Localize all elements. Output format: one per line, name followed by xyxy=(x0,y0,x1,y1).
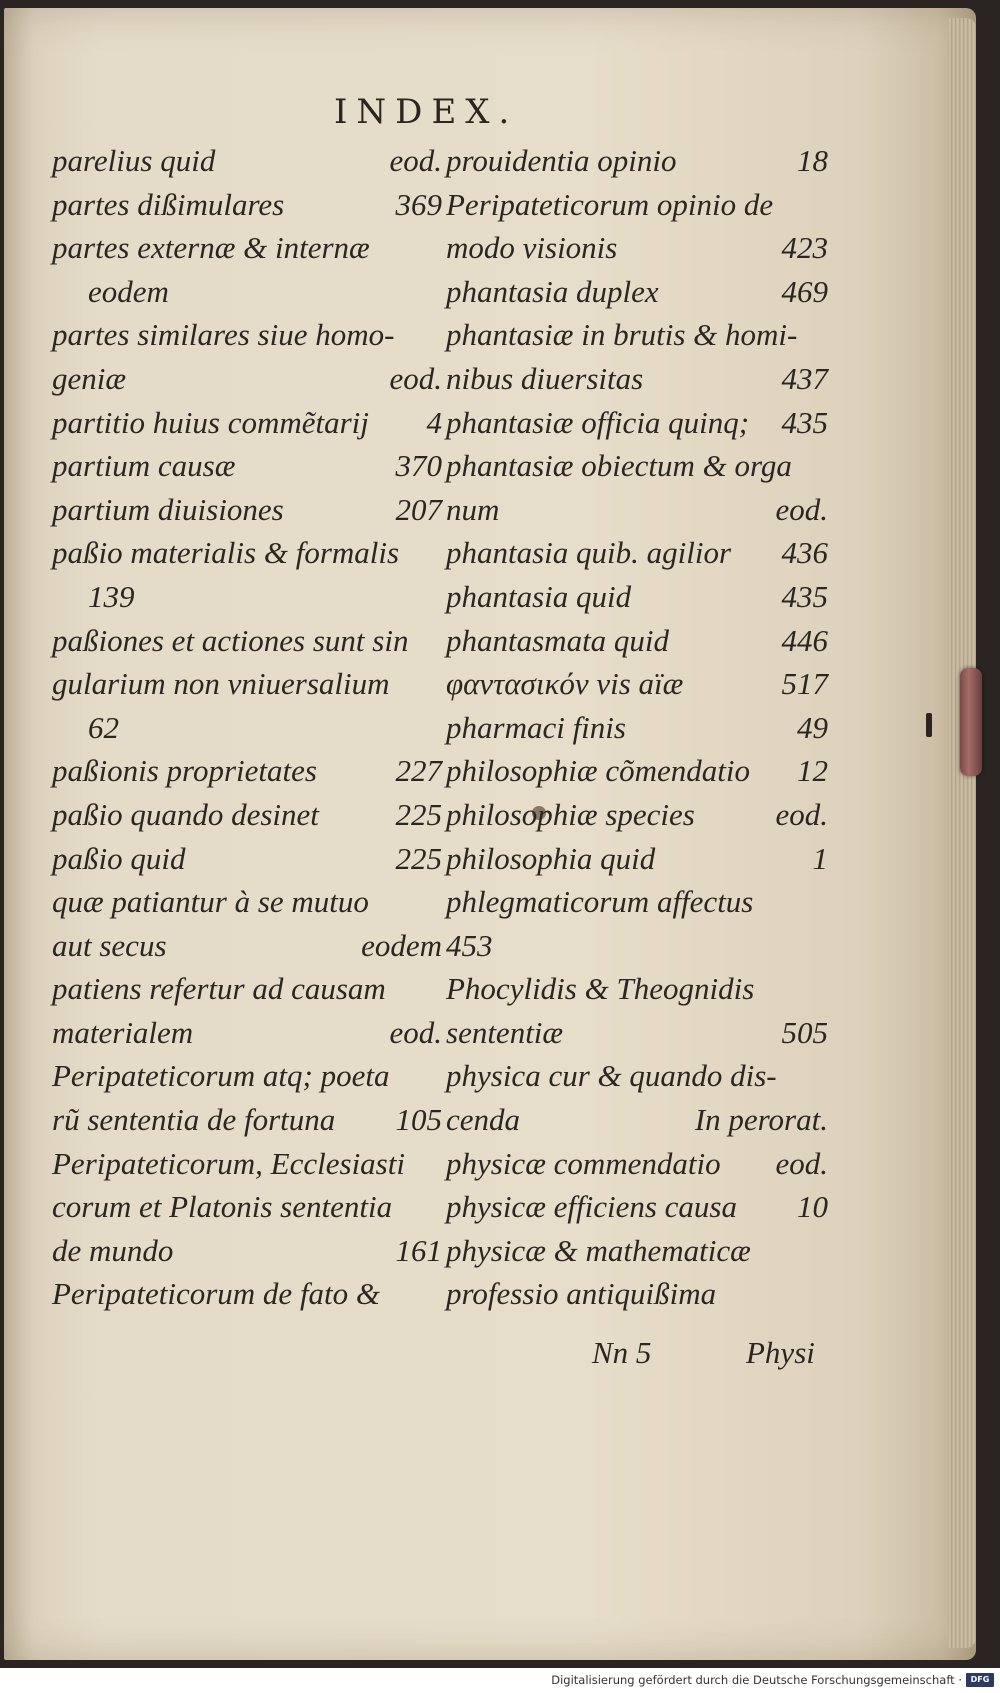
index-entry xyxy=(52,313,446,357)
index-entry-page-ref: 437 xyxy=(781,360,828,396)
index-entry-page-ref: 10 xyxy=(797,1189,828,1225)
index-entry xyxy=(52,401,446,445)
index-entry xyxy=(52,357,446,401)
index-entry-text: rũ sententia de fortuna xyxy=(52,1102,336,1138)
index-entry-text: partium diuisiones xyxy=(52,491,284,527)
index-entry-text: phantasiæ officia quinq; xyxy=(446,404,750,440)
index-entry-text: phlegmaticorum affectus xyxy=(446,884,754,920)
index-entry-page-ref: 4 xyxy=(426,404,442,440)
index-entry xyxy=(52,183,446,227)
index-entry-text: phantasia quid xyxy=(446,578,632,614)
index-entry-text: physicæ efficiens causa xyxy=(446,1189,737,1225)
index-entry xyxy=(446,1011,828,1055)
index-entry-text: sententiæ xyxy=(446,1014,564,1050)
index-entry xyxy=(52,270,446,314)
index-entry-page-ref: 18 xyxy=(797,143,828,178)
index-entry-page-ref: 423 xyxy=(781,230,828,266)
index-entry-page-ref: eod. xyxy=(775,1145,828,1181)
index-entry-text: physicæ & mathematicæ xyxy=(446,1232,751,1268)
index-entry xyxy=(52,837,446,881)
index-entry-text: physica cur & quando dis- xyxy=(446,1058,777,1094)
index-entry xyxy=(446,226,828,270)
index-entry-text: φαντασικόν vis aïæ xyxy=(446,666,684,702)
index-entry-page-ref: eod. xyxy=(775,491,828,527)
index-entry-text: Peripateticorum opinio de xyxy=(446,186,774,222)
index-entry-text: partitio huius commẽtarij xyxy=(52,404,369,440)
index-entry xyxy=(446,1229,828,1273)
index-entry xyxy=(446,1272,828,1316)
index-entry-text: de mundo xyxy=(52,1232,174,1268)
index-entry-text: partes externæ & internæ xyxy=(52,230,370,266)
index-entry-text: gularium non vniuersalium xyxy=(52,666,390,702)
index-entry-text: philosophiæ cõmendatio xyxy=(446,753,750,789)
index-entry-text: Peripateticorum de fato & xyxy=(52,1276,381,1312)
index-entry xyxy=(52,880,446,924)
index-entry-text: 62 xyxy=(88,709,119,745)
index-entry-text: nibus diuersitas xyxy=(446,360,644,396)
bookmark-ribbon xyxy=(960,668,982,776)
index-entry-text: phantasia duplex xyxy=(446,273,659,309)
index-entry xyxy=(446,1185,828,1229)
index-entry xyxy=(52,662,446,706)
index-entry-text: Peripateticorum, Ecclesiasti xyxy=(52,1145,405,1181)
left-index-column xyxy=(52,139,446,1316)
index-entry xyxy=(446,619,828,663)
book-page xyxy=(4,8,976,1660)
index-entry xyxy=(52,967,446,1011)
index-entry xyxy=(52,531,446,575)
index-entry xyxy=(52,924,446,968)
index-entry-text: quæ patiantur à se mutuo xyxy=(52,884,369,920)
index-entry-text: aut secus xyxy=(52,927,167,963)
index-entry xyxy=(446,880,828,924)
index-entry-page-ref: 436 xyxy=(781,535,828,571)
index-entry-text: philosophia quid xyxy=(446,840,656,876)
index-entry-text: physicæ commendatio xyxy=(446,1145,721,1181)
index-entry-text: pharmaci finis xyxy=(446,709,626,745)
index-entry xyxy=(446,662,828,706)
index-entry xyxy=(446,313,828,357)
index-entry xyxy=(52,1142,446,1186)
index-entry-page-ref: 1 xyxy=(812,840,828,876)
index-entry xyxy=(52,488,446,532)
index-entry-text: corum et Platonis sententia xyxy=(52,1189,393,1225)
index-entry xyxy=(446,837,828,881)
index-entry xyxy=(52,793,446,837)
index-entry-page-ref: eodem xyxy=(361,927,442,963)
index-entry xyxy=(446,749,828,793)
index-entry-text: paßiones et actiones sunt sin xyxy=(52,622,409,658)
index-entry-text: phantasiæ obiectum & orga xyxy=(446,448,792,484)
right-index-column xyxy=(446,139,828,1316)
index-entry xyxy=(446,1098,828,1142)
index-entry xyxy=(446,531,828,575)
index-entry xyxy=(52,749,446,793)
index-entry-page-ref: 370 xyxy=(395,448,442,484)
index-entry xyxy=(52,706,446,750)
index-entry-text: paßio quid xyxy=(52,840,186,876)
index-entry-page-ref: eod. xyxy=(389,1014,442,1050)
index-entry xyxy=(52,444,446,488)
index-entry-page-ref: 105 xyxy=(395,1102,442,1138)
index-entry xyxy=(446,967,828,1011)
index-entry-text: cenda xyxy=(446,1102,521,1138)
catchword: Physi xyxy=(746,1335,815,1370)
bookmark-ribbon-tab xyxy=(926,713,932,737)
index-entry-text: paßio materialis & formalis xyxy=(52,535,400,571)
index-entry xyxy=(446,793,828,837)
index-entry-page-ref: eod. xyxy=(389,360,442,396)
index-entry-text: professio antiquißima xyxy=(446,1276,717,1312)
index-entry-text: eodem xyxy=(88,273,169,309)
index-entry-text: partes similares siue homo- xyxy=(52,317,395,353)
index-entry-page-ref: 225 xyxy=(395,840,442,876)
index-entry-text: 453 xyxy=(446,927,493,963)
index-entry xyxy=(446,575,828,619)
index-entry xyxy=(446,488,828,532)
index-entry-page-ref: 435 xyxy=(781,578,828,614)
index-entry-text: phantasia quib. agilior xyxy=(446,535,732,571)
index-entry xyxy=(446,1054,828,1098)
index-entry-text: philosophiæ species xyxy=(446,796,695,832)
index-entry xyxy=(52,1011,446,1055)
digitization-credit-bar xyxy=(0,1668,1000,1693)
index-entry-text: 139 xyxy=(88,578,135,614)
index-entry xyxy=(446,1142,828,1186)
index-entry-text: Peripateticorum atq; poeta xyxy=(52,1058,390,1094)
index-entry-page-ref: 369 xyxy=(395,186,442,222)
index-entry-page-ref: eod. xyxy=(389,143,442,178)
index-entry xyxy=(52,1229,446,1273)
index-entry-text: paßio quando desinet xyxy=(52,796,319,832)
index-entry-text: prouidentia opinio xyxy=(446,143,677,178)
index-entry-text: Phocylidis & Theognidis xyxy=(446,971,755,1007)
index-entry xyxy=(52,1272,446,1316)
index-entry xyxy=(446,270,828,314)
index-entry-page-ref: eod. xyxy=(775,796,828,832)
index-entry-text: paßionis proprietates xyxy=(52,753,317,789)
index-entry xyxy=(446,183,828,227)
index-entry-text: partes dißimulares xyxy=(52,186,285,222)
index-entry-page-ref: 207 xyxy=(395,491,442,527)
index-entry-page-ref: 517 xyxy=(781,666,828,702)
page-heading: INDEX. xyxy=(334,92,519,132)
index-entry xyxy=(446,139,828,183)
index-entry-text: phantasiæ in brutis & homi- xyxy=(446,317,798,353)
index-entry-text: num xyxy=(446,491,500,527)
index-entry xyxy=(52,226,446,270)
index-entry-page-ref: 12 xyxy=(797,753,828,789)
index-entry-page-ref: 435 xyxy=(781,404,828,440)
index-entry xyxy=(52,1054,446,1098)
index-entry xyxy=(446,444,828,488)
index-entry-text: patiens refertur ad causam xyxy=(52,971,386,1007)
credit-text: Digitalisierung gefördert durch die Deutsche Forschungsgemeinschaft · xyxy=(551,1673,962,1687)
index-entry-text: partium causæ xyxy=(52,448,236,484)
index-entry xyxy=(52,1185,446,1229)
index-entry-page-ref: 161 xyxy=(395,1232,442,1268)
index-entry-page-ref: 49 xyxy=(797,709,828,745)
signature-mark: Nn 5 xyxy=(592,1335,652,1370)
index-entry xyxy=(52,139,446,183)
index-entry-text: materialem xyxy=(52,1014,194,1050)
index-entry xyxy=(52,1098,446,1142)
index-entry xyxy=(446,924,828,968)
index-entry-page-ref: 446 xyxy=(781,622,828,658)
index-entry-text: phantasmata quid xyxy=(446,622,670,658)
index-entry-page-ref: In perorat. xyxy=(694,1102,828,1138)
index-entry-text: geniæ xyxy=(52,360,127,396)
index-entry-page-ref: 225 xyxy=(395,796,442,832)
index-entry-page-ref: 505 xyxy=(781,1014,828,1050)
index-entry xyxy=(446,357,828,401)
index-entry-text: parelius quid xyxy=(52,143,216,178)
index-entry-text: modo visionis xyxy=(446,230,618,266)
index-entry-page-ref: 227 xyxy=(395,753,442,789)
index-entry xyxy=(52,575,446,619)
index-entry xyxy=(446,706,828,750)
dfg-logo-icon: DFG xyxy=(966,1673,994,1687)
index-entry xyxy=(52,619,446,663)
index-entry xyxy=(446,401,828,445)
page-fore-edge xyxy=(948,18,976,1648)
index-entry-page-ref: 469 xyxy=(781,273,828,309)
